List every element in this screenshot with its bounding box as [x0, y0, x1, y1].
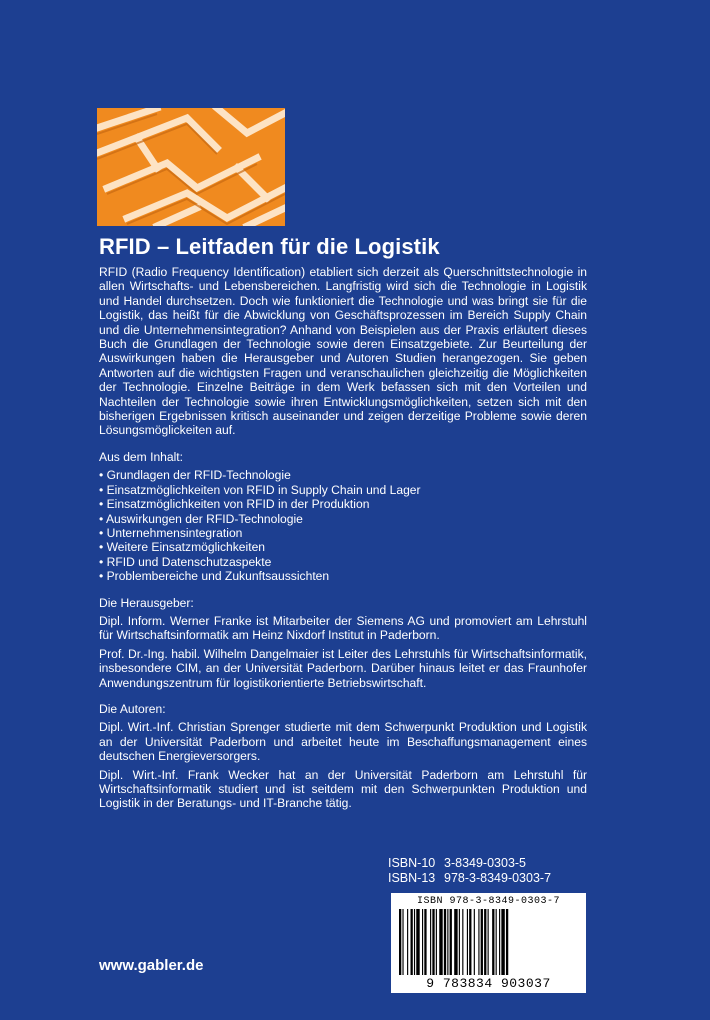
contents-heading: Aus dem Inhalt:: [99, 449, 184, 464]
isbn10-row: [388, 856, 551, 871]
barcode-bar: [399, 909, 401, 975]
barcode-bar: [459, 909, 460, 975]
barcode-bar: [506, 909, 508, 975]
barcode-digits: 9 783834 903037: [426, 976, 551, 991]
barcode-bar: [467, 909, 468, 975]
barcode-bars: [399, 909, 578, 975]
barcode-bar: [499, 909, 500, 975]
contents-item: • Auswirkungen der RFID-Technologie: [99, 512, 587, 526]
author-bio: Dipl. Wirt.-Inf. Christian Sprenger studierte mit dem Schwerpunkt Produktion und Logistik an der Universität Paderborn und arbeitet heute im Beschaffungsmanagement eines deutschen Energieversorgers.: [99, 720, 587, 764]
isbn-block: [388, 856, 551, 886]
barcode-bar: [496, 909, 497, 975]
editor-bio: Prof. Dr.-Ing. habil. Wilhelm Dangelmaier ist Leiter des Lehrstuhls für Wirtschaftsinformatik, insbesondere CIM, an der Universität Paderborn. Darüber hinaus leitet er das Fraunhofer Anwendungszentrum für logistikorientierte Betriebswirtschaft.: [99, 646, 587, 690]
publisher-website: www.gabler.de: [99, 957, 204, 974]
barcode-bar: [444, 909, 446, 975]
barcode-bar: [447, 909, 448, 975]
contents-item: • Einsatzmöglichkeiten von RFID in der Produktion: [99, 497, 587, 511]
contents-section: [99, 450, 587, 584]
barcode-bar: [450, 909, 452, 975]
contents-item: • Weitere Einsatzmöglichkeiten: [99, 540, 587, 554]
contents-item: • Problembereiche und Zukunftsaussichten: [99, 569, 587, 583]
authors-heading: Die Autoren:: [99, 701, 166, 716]
isbn10-label: ISBN-10: [388, 856, 436, 870]
barcode-bar: [501, 909, 504, 975]
barcode-bar: [407, 909, 408, 975]
barcode-bar: [422, 909, 423, 975]
barcode-bar: [454, 909, 457, 975]
barcode-bar: [478, 909, 479, 975]
isbn13-label: ISBN-13: [388, 871, 436, 885]
barcode-bar: [432, 909, 434, 975]
isbn10-value: 3-8349-0303-5: [444, 856, 527, 870]
barcode-bar: [430, 909, 431, 975]
barcode-bar: [462, 909, 463, 975]
intro-paragraph: RFID (Radio Frequency Identification) etabliert sich derzeit als Querschnittstechnologie in allen Wirtschafts- und Lebensbereichen. Langfristig wird sich die Technologie in Logistik und Handel durchsetzen. Doch wie funktioniert die Technologie und was bringt sie für die Logistik, das heißt für die Abwicklung von Geschäftsprozessen im Bereich Supply Chain und die Unternehmensintegration? Anhand von Beispielen aus der Praxis erläutert dieses Buch die Grundlagen der Technologie sowie deren Einsatzgebiete. Zur Beurteilung der Auswirkungen haben die Herausgeber und Autoren Studien herangezogen. Sie geben Antworten auf die wichtigsten Fragen und veranschaulichen gleichzeitig die Möglichkeiten der Technologie. Einzelne Beiträge in dem Werk befassen sich mit den Vorteilen und Nachteilen der Technologie sowie ihren Entwicklungsmöglichkeiten, setzen sich mit den bisherigen Ergebnissen kritisch auseinander und zeigen derzeitige Probleme sowie deren Lösungsmöglickeiten auf.: [99, 265, 587, 438]
contents-item: • Unternehmensintegration: [99, 526, 587, 540]
cover-maze-image: [97, 108, 285, 226]
author-bio: Dipl. Wirt.-Inf. Frank Wecker hat an der Universität Paderborn am Lehrstuhl für Wirtschaftsinformatik studiert und ist seitdem mit den Schwerpunkten Produktion und Logistik in der Beratungs- und IT-Branche tätig.: [99, 767, 587, 811]
isbn13-row: [388, 871, 551, 886]
editors-section: [99, 596, 587, 690]
barcode-bar: [484, 909, 486, 975]
contents-item: • RFID und Datenschutzaspekte: [99, 555, 587, 569]
barcode-bar: [439, 909, 442, 975]
barcode-bar: [402, 909, 403, 975]
barcode-bar: [474, 909, 475, 975]
barcode-bar: [481, 909, 483, 975]
barcode-bar: [469, 909, 471, 975]
maze-pattern: [97, 108, 285, 226]
barcode-top-text: ISBN 978-3-8349-0303-7: [416, 896, 561, 907]
barcode-bar: [436, 909, 437, 975]
barcode-bar: [416, 909, 419, 975]
contents-list: [99, 468, 587, 583]
contents-item: • Einsatzmöglichkeiten von RFID in Supply Chain und Lager: [99, 483, 587, 497]
barcode-bar: [424, 909, 426, 975]
contents-item: • Grundlagen der RFID-Technologie: [99, 468, 587, 482]
barcode-bar: [488, 909, 489, 975]
isbn13-value: 978-3-8349-0303-7: [444, 871, 552, 885]
back-cover-text: [99, 265, 587, 815]
barcode-bar: [492, 909, 494, 975]
book-title: RFID – Leitfaden für die Logistik: [99, 234, 440, 259]
editors-heading: Die Herausgeber:: [99, 595, 194, 610]
isbn-barcode: [391, 893, 586, 993]
barcode-bar: [414, 909, 415, 975]
editor-bio: Dipl. Inform. Werner Franke ist Mitarbeiter der Siemens AG und promoviert am Lehrstuhl für Wirtschaftsinformatik am Heinz Nixdorf Institut in Paderborn.: [99, 613, 587, 643]
barcode-bar: [411, 909, 413, 975]
authors-section: [99, 702, 587, 811]
